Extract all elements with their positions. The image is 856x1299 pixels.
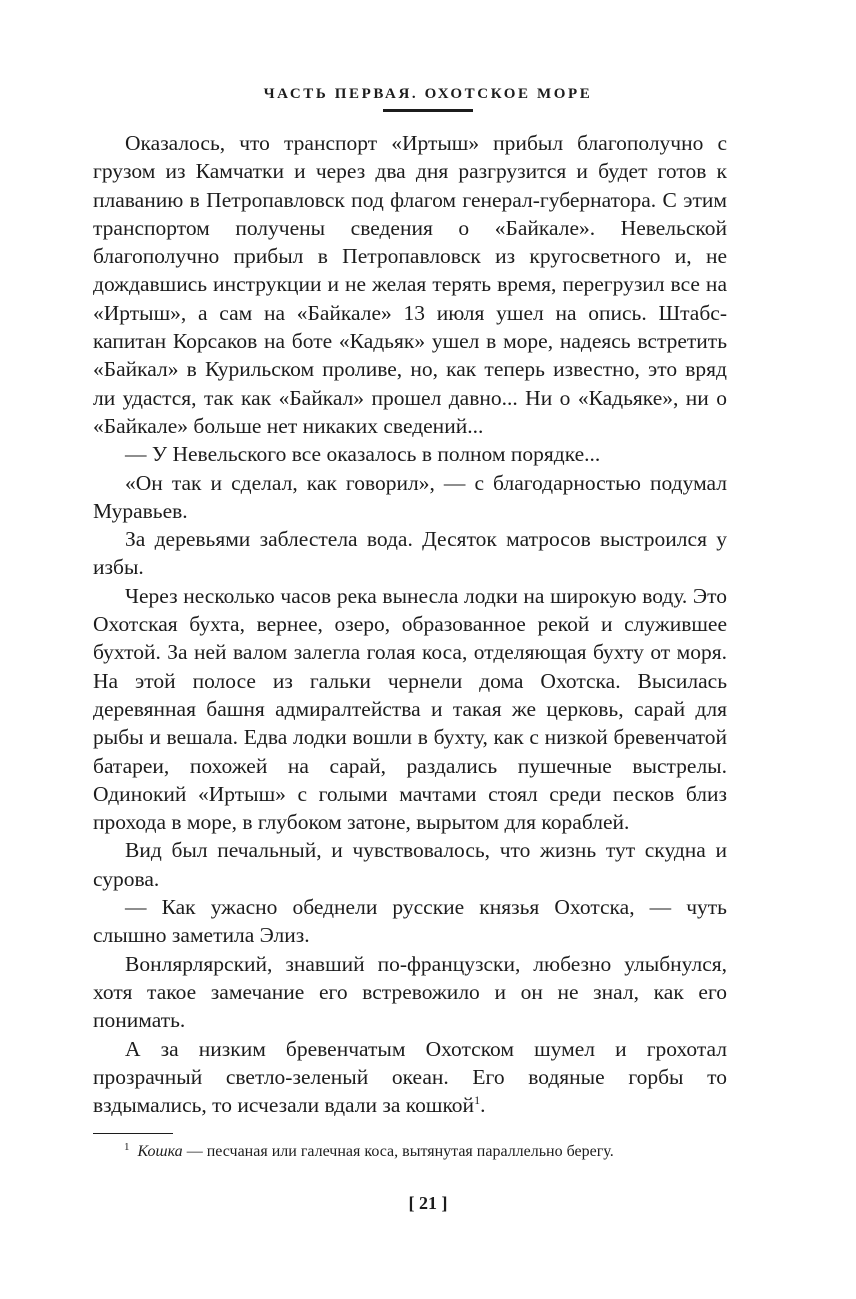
footnote-term: Кошка <box>137 1143 183 1160</box>
header-divider <box>383 109 473 112</box>
footnote <box>124 1142 727 1162</box>
paragraph-text: А за низким бревенчатым Охотском шумел и грохотал прозрачный светло-зеленый океан. Его водяные горбы то вздымались, то исчезали вдали за кошкой <box>93 1036 727 1118</box>
footnote-divider <box>93 1133 173 1134</box>
footnote-text: — песчаная или галечная коса, вытянутая параллельно берегу. <box>182 1143 614 1160</box>
paragraph: «Он так и сделал, как говорил», — с благодарностью подумал Муравьев. <box>93 470 727 523</box>
paragraph: За деревьями заблестела вода. Десяток матросов выстроился у избы. <box>93 527 727 580</box>
footnote-number: 1 <box>124 1140 130 1153</box>
paragraph-last: А за низким бревенчатым Охотском шумел и грохотал прозрачный светло-зеленый океан. Его водяные горбы то вздымались, то исчезали вдали за кошкой$^1$. <box>93 1036 727 1118</box>
page-number: [ 21 ] <box>408 1193 448 1213</box>
paragraph: — У Невельского все оказалось в полном порядке... <box>125 442 601 467</box>
paragraph: Через несколько часов река вынесла лодки на широкую воду. Это Охотская бухта, вернее, озеро, образованное рекой и служившее бухтой. За ней валом залегла голая коса, отделяющая бухту от моря. На этой полосе из гальки чернели дома Охотска. Высилась деревянная башня адмиралтейства и такая же церковь, сарай для рыбы и вешала. Едва лодки вошли в бухту, как с низкой бревенчатой батареи, похожей на сарай, раздались пушечные выстрелы. Одинокий «Иртыш» с голыми мачтами стоял среди песков близ прохода в море, в глубоком затоне, вырытом для кораблей. <box>93 583 727 835</box>
main-text <box>93 129 727 1119</box>
paragraph: — Как ужасно обеднели русские князья Охотска, — чуть слышно заметила Элиз. <box>93 895 727 948</box>
paragraph: Оказалось, что транспорт «Иртыш» прибыл благополучно с грузом из Камчатки и через два дня разгрузится и будет готов к плаванию в Петропавловск под флагом генерал-губернатора. С этим транспортом получены сведения о «Байкале». Невельской благополучно прибыл в Петропавловск из кругосветного и, не дождавшись инструкции и не желая терять время, перегрузил все на «Иртыш», а сам на «Байкале» 13 июля ушел на опись. Штабс-капитан Корсаков на боте «Кадьяк» ушел в море, надеясь встретить «Байкал» в Курильском проливе, но, как теперь известно, это вряд ли удастся, так как «Байкал» прошел давно... Ни о «Кадьяке», ни о «Байкале» больше нет никаких сведений... <box>93 131 727 438</box>
paragraph: Вид был печальный, и чувствовалось, что жизнь тут скудна и сурова. <box>93 838 727 891</box>
paragraph: Вонлярлярский, знавший по-французски, любезно улыбнулся, хотя такое замечание его встревожило и он не знал, как его понимать. <box>93 951 727 1033</box>
footnote-reference[interactable]: 1 <box>474 1092 481 1107</box>
running-header: ЧАСТЬ ПЕРВАЯ. ОХОТСКОЕ МОРЕ <box>263 86 593 102</box>
